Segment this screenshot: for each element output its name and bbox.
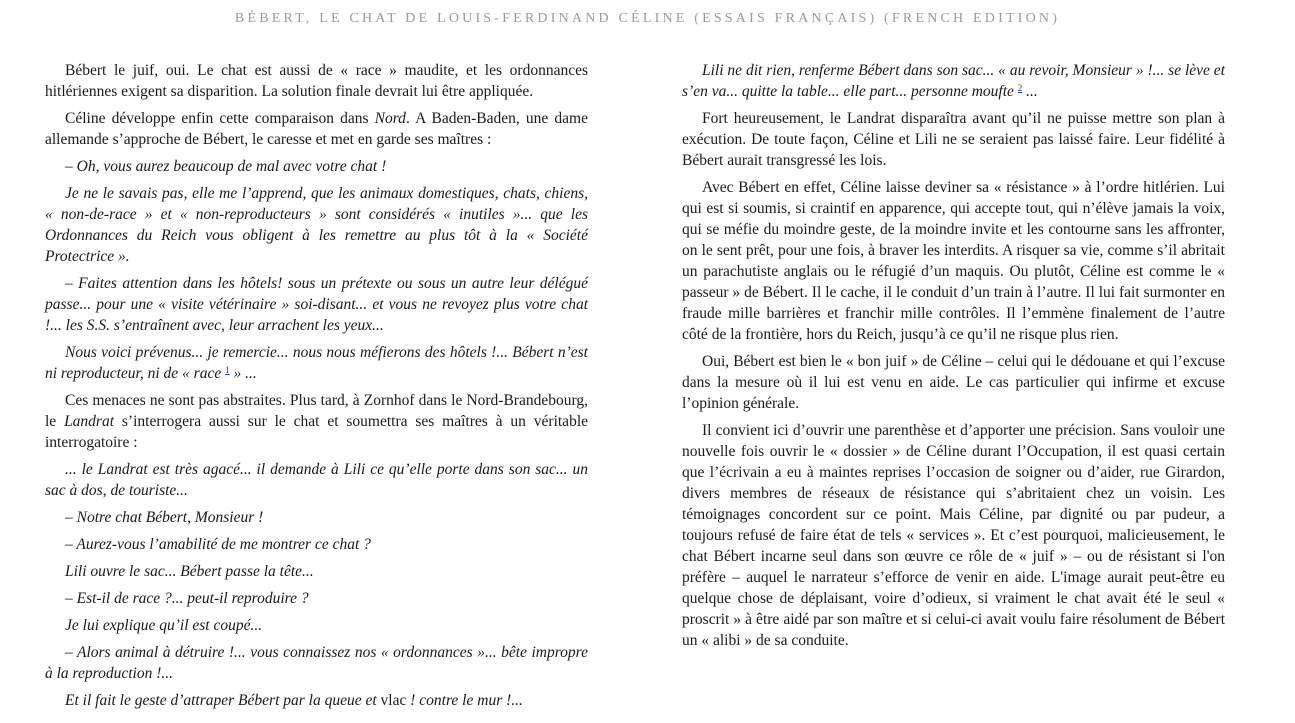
paragraph: Oui, Bébert est bien le « bon juif » de Céline – celui qui le dédouane et qui l’excuse dans la mesure où il lui est venu en aide. Le cas particulier qui infirme et excuse l’opinion générale. — [682, 353, 1225, 412]
quote-paragraph: Lili ouvre le sac... Bébert passe la tête... — [65, 563, 314, 580]
text-run-upright: vlac — [380, 692, 407, 709]
text-run: s’interrogera aussi sur le chat et soumettra ses maîtres à un véritable interrogatoire : — [45, 413, 589, 451]
quote-paragraph: – Notre chat Bébert, Monsieur ! — [65, 509, 264, 526]
running-head-title: BÉBERT, LE CHAT DE LOUIS-FERDINAND CÉLINE (ESSAIS FRANÇAIS) (FRENCH EDITION) — [234, 11, 1061, 26]
text-run: Céline développe enfin cette comparaison dans — [65, 110, 375, 127]
footnote-link-2[interactable]: 2 — [1017, 83, 1023, 93]
paragraph: Il convient ici d’ouvrir une parenthèse et d’apporter une précision. Sans vouloir une nouvelle fois ouvrir le « dossier » de Céline durant l’Occupation, il est quasi certain que l’écrivain a eu à maintes reprises l’occasion de soigner ou d’aider, rue Girardon, divers membres de réseaux de résistance qui s’abritaient chez un voisin. Les témoignages concordent sur ce point. Mais Céline, par dignité ou par pudeur, a toujours refusé de faire état de tels « services ». Et c’est pourquoi, malicieusement, le chat Bébert incarne seul dans son œuvre ce rôle de « juif » – ou de résistant si l'on préfère – auquel le narrateur s’efforce de venir en aide. L'image aurait peut-être eu quelque chose de déplaisant, voire d’odieux, si vraiment le chat avait été le seul « proscrit » à être aidé par son maître et si celui-ci avait voulu faire résolument de Bébert un « alibi » de sa conduite. — [682, 422, 1225, 649]
quote-paragraph: – Est-il de race ?... peut-il reproduire ? — [65, 590, 309, 607]
quote-paragraph — [45, 342, 588, 384]
text-run: » ... — [229, 365, 257, 382]
quote-paragraph: – Faites attention dans les hôtels! sous un prétexte ou sous un autre leur délégué passe... pour une « visite vétérinaire » soi-disant... et vous ne revoyez plus votre chat !... les S.S. s’entraînent avec, leur arrachent les yeux... — [45, 275, 588, 334]
paragraph: Avec Bébert en effet, Céline laisse deviner sa « résistance » à l’ordre hitlérien. Lui qui est si soumis, si craintif en apparence, qui accepte tout, qui n’élève jamais la voix, qui se méfie du moindre geste, de la moindre invite et les contourne sans les affronter, on le sent prêt, pour une fois, à braver les interdits. A risquer sa vie, comme s’il abritait un parachutiste anglais ou le réfugié d’un maquis. Ou plutôt, Céline est comme le « passeur » de Bébert. Il le cache, il le conduit d’un train à l’autre. Il lui fait surmonter en fraude mille barrières et franchir mille contrôles. Il l’emmène finalement de l’autre côté de la frontière, hors du Reich, jusqu’à ce qu’il ne risque plus rien. — [682, 179, 1225, 343]
footnote-link-1[interactable]: 1 — [225, 365, 230, 375]
quote-paragraph: Je ne le savais pas, elle me l’apprend, que les animaux domestiques, chats, chiens, « non-de-race » et « non-reproducteurs » sont considérés « inutiles »... que les Ordonnances du Reich vous obligent à les remettre au plus tôt à la « Société Protectrice ». — [45, 185, 588, 265]
text-run: ... — [1022, 83, 1038, 100]
paragraph: Bébert le juif, oui. Le chat est aussi de « race » maudite, et les ordonnances hitlériennes exigent sa disparition. La solution finale devrait lui être appliquée. — [45, 62, 588, 100]
text-run: . A Baden-Baden, une dame allemande s’approche de Bébert, le caresse et met en garde ses maîtres : — [45, 110, 588, 148]
quote-paragraph — [45, 690, 588, 711]
text-run: Lili ne dit rien, renferme Bébert dans son sac... « au revoir, Monsieur » !... se lève et s’en va... quitte la table... elle part... personne moufte — [682, 62, 1225, 100]
text-run: Et il fait le geste d’attraper Bébert par la queue et — [65, 692, 381, 709]
text-run: ! contre le mur !... — [406, 692, 523, 709]
quote-paragraph: – Aurez-vous l’amabilité de me montrer ce chat ? — [65, 536, 371, 553]
quote-paragraph: Je lui explique qu’il est coupé... — [65, 617, 263, 634]
quote-paragraph: – Alors animal à détruire !... vous connaissez nos « ordonnances »... bête impropre à la reproduction !... — [45, 644, 588, 682]
text-run: Ces menaces ne sont pas abstraites. Plus tard, à Zornhof dans le Nord-Brandebourg, le — [45, 392, 588, 430]
quote-paragraph: ... le Landrat est très agacé... il demande à Lili ce qu’elle porte dans son sac... un sac à dos, de touriste... — [45, 461, 588, 499]
paragraph — [45, 108, 588, 150]
quote-paragraph — [682, 60, 1225, 102]
left-page-column — [45, 60, 588, 717]
term-landrat: Landrat — [64, 413, 115, 430]
text-run: Nous voici prévenus... je remercie... nous nous méfierons des hôtels !... Bébert n’est ni reproducteur, ni de « race — [45, 344, 588, 382]
paragraph: Fort heureusement, le Landrat disparaîtra avant qu’il ne puisse mettre son plan à exécution. De toute façon, Céline et Lili ne se seraient pas laissé faire. Leur fidélité à Bébert aurait transgressé les lois. — [682, 110, 1225, 169]
paragraph — [45, 390, 588, 453]
right-page-column — [682, 60, 1225, 657]
book-title-nord: Nord — [374, 110, 406, 127]
quote-paragraph: – Oh, vous aurez beaucoup de mal avec votre chat ! — [65, 158, 387, 175]
